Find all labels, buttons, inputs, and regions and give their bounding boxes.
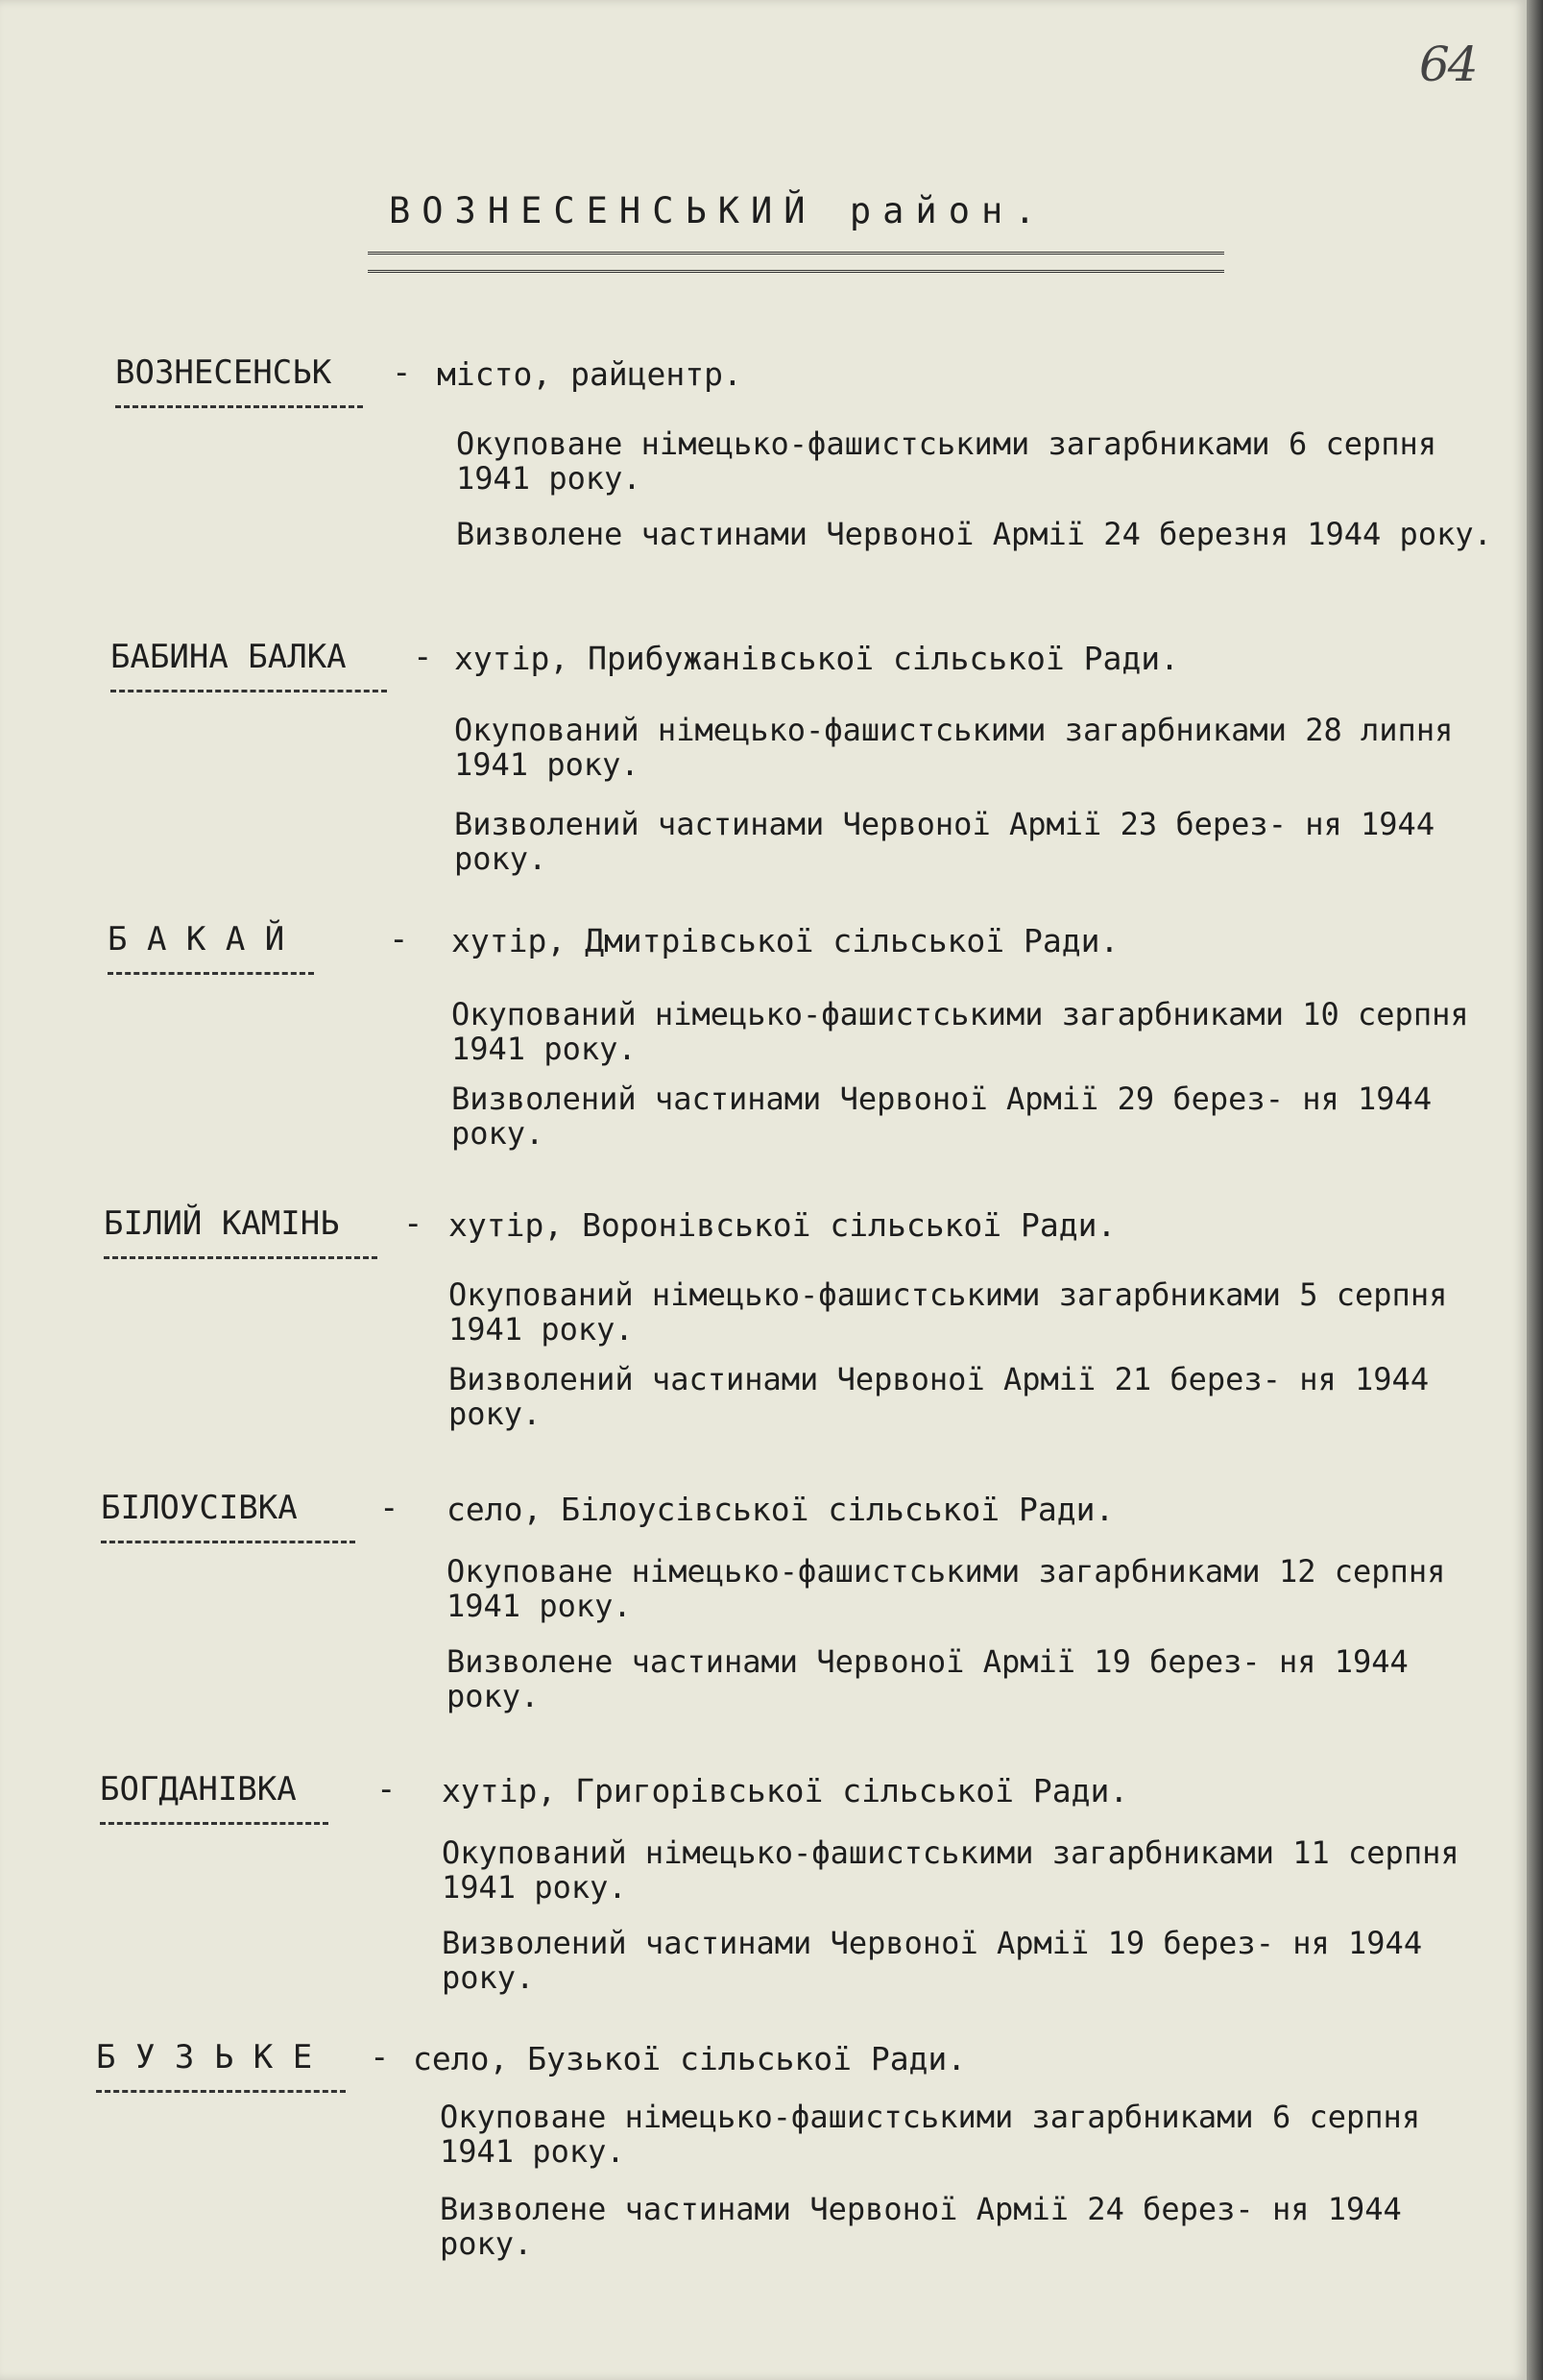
occupation-text: Окупований німецько-фашистськими загарбниками 11 серпня 1941 року. [442,1834,1459,1906]
occupation-text: Окуповане німецько-фашистськими загарбниками 6 серпня 1941 року. [440,2099,1421,2170]
name-underline [115,405,363,408]
liberation-text: Визволене частинами Червоної Армії 24 берез- ня 1944 року. [440,2191,1402,2262]
name-underline [101,1541,355,1543]
settlement-description: хутір, Дмитрівської сільської Ради. [451,922,1120,959]
page-number: 64 [1419,36,1477,92]
separator-dash: - [392,353,412,392]
settlement-description: хутір, Прибужанівської сільської Ради. [454,640,1179,677]
separator-dash: - [376,1770,397,1809]
name-underline [108,972,314,975]
liberation-text: Визволене частинами Червоної Армії 19 берез- ня 1944 року. [446,1643,1409,1714]
liberation-text: Визволений частинами Червоної Армії 23 берез- ня 1944 року. [454,806,1435,877]
occupation-text: Окуповане німецько-фашистськими загарбниками 6 серпня 1941 року. [456,425,1437,497]
settlement-name: Б У З Ь К Е [96,2038,313,2076]
separator-dash: - [379,1489,399,1527]
separator-dash: - [370,2038,390,2076]
page-edge [1527,0,1543,2380]
liberation-text: Визволене частинами Червоної Армії 24 березня 1944 року. [456,516,1492,552]
name-underline [96,2090,346,2093]
page-title: ВОЗНЕСЕНСЬКИЙ район. [389,190,1048,231]
title-underline [368,252,1224,273]
separator-dash: - [389,920,409,959]
settlement-name: БІЛИЙ КАМІНЬ [104,1204,340,1243]
settlement-name: БАБИНА БАЛКА [110,638,347,676]
liberation-text: Визволений частинами Червоної Армії 29 берез- ня 1944 року. [451,1081,1433,1152]
name-underline [110,690,387,692]
name-underline [104,1256,377,1259]
settlement-name: БОГДАНІВКА [100,1770,297,1809]
liberation-text: Визволений частинами Червоної Армії 21 берез- ня 1944 року. [448,1361,1430,1432]
occupation-text: Окупований німецько-фашистськими загарбниками 28 липня 1941 року. [454,712,1454,783]
occupation-text: Окуповане німецько-фашистськими загарбниками 12 серпня 1941 року. [446,1553,1446,1624]
liberation-text: Визволений частинами Червоної Армії 19 берез- ня 1944 року. [442,1925,1423,1996]
settlement-name: ВОЗНЕСЕНСЬК [115,353,332,392]
settlement-description: село, Бузької сільської Ради. [413,2040,967,2077]
occupation-text: Окупований німецько-фашистськими загарбниками 5 серпня 1941 року. [448,1276,1448,1348]
settlement-name: БІЛОУСІВКА [101,1489,298,1527]
name-underline [100,1822,328,1825]
separator-dash: - [413,638,433,676]
settlement-description: село, Білоусівської сільської Ради. [446,1491,1115,1528]
settlement-description: місто, райцентр. [437,355,742,393]
separator-dash: - [403,1204,423,1243]
occupation-text: Окупований німецько-фашистськими загарбниками 10 серпня 1941 року. [451,996,1469,1067]
settlement-description: хутір, Воронівської сільської Ради. [448,1206,1117,1244]
settlement-name: Б А К А Й [108,920,285,959]
settlement-description: хутір, Григорівської сільської Ради. [442,1772,1129,1809]
